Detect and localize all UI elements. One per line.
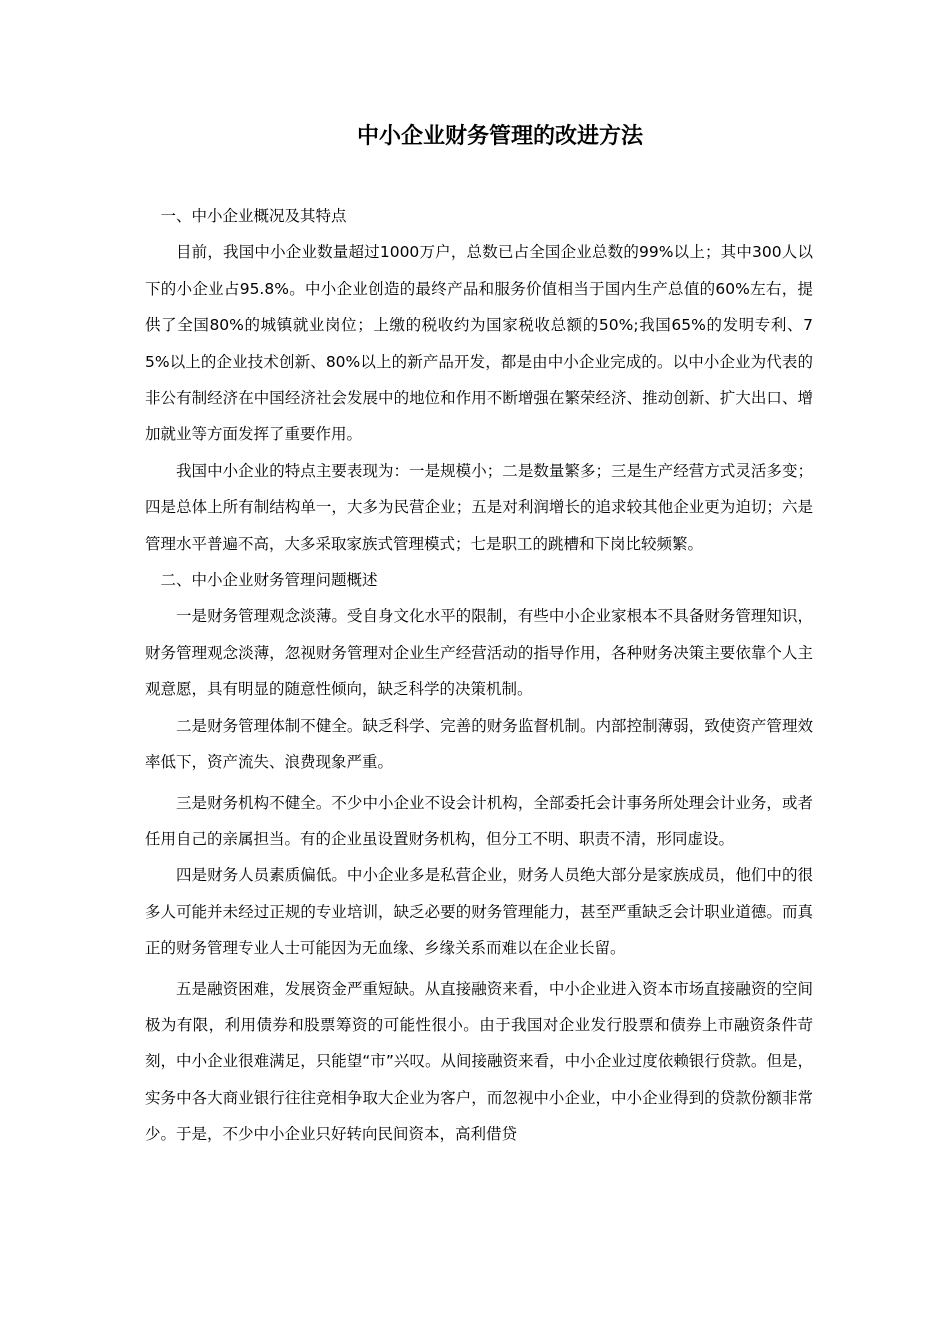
document-title: 中小企业财务管理的改进方法 <box>356 124 643 149</box>
section-heading: 二、中小企业财务管理问题概述 <box>160 571 378 590</box>
paragraph: 五是融资困难，发展资金严重短缺。从直接融资来看，中小企业进入资本市场直接融资的空间极为有限，利用债券和股票筹资的可能性很小。由于我国对企业发行股票和债券上市融资条件苛刻，中小企业很难满足，只能望“市”兴叹。从间接融资来看，中小企业过度依赖银行贷款。但是，实务中各大商业银行往往竞相争取大企业为客户，而忽视中小企业，中小企业得到的贷款份额非常少。于是，不少中小企业只好转向民间资本，高利借贷 <box>145 979 813 1144</box>
paragraph: 三是财务机构不健全。不少中小企业不设会计机构，全部委托会计事务所处理会计业务，或者任用自己的亲属担当。有的企业虽设置财务机构，但分工不明、职责不清，形同虚设。 <box>145 793 813 848</box>
paragraph: 四是财务人员素质偏低。中小企业多是私营企业，财务人员绝大部分是家族成员，他们中的很多人可能并未经过正规的专业培训，缺乏必要的财务管理能力，甚至严重缺乏会计职业道德。而真正的财务管理专业人士可能因为无血缘、乡缘关系而难以在企业长留。 <box>145 866 813 958</box>
paragraph: 一是财务管理观念淡薄。受自身文化水平的限制，有些中小企业家根本不具备财务管理知识，财务管理观念淡薄，忽视财务管理对企业生产经营活动的指导作用，各种财务决策主要依靠个人主观意愿，具有明显的随意性倾向，缺乏科学的决策机制。 <box>145 607 813 699</box>
document-body <box>145 198 813 1153</box>
section-heading: 一、中小企业概况及其特点 <box>160 207 347 225</box>
paragraph: 目前，我国中小企业数量超过1000万户，总数已占全国企业总数的99%以上；其中300人以下的小企业占95.8%。中小企业创造的最终产品和服务价值相当于国内生产总值的60%左右，提供了全国80%的城镇就业岗位；上缴的税收约为国家税收总额的50%;我国65%的发明专利、75%以上的企业技术创新、80%以上的新产品开发，都是由中小企业完成的。以中小企业为代表的非公有制经济在中国经济社会发展中的地位和作用不断增强在繁荣经济、推动创新、扩大出口、增加就业等方面发挥了重要作用。 <box>145 243 813 444</box>
paragraph: 二是财务管理体制不健全。缺乏科学、完善的财务监督机制。内部控制薄弱，致使资产管理效率低下，资产流失、浪费现象严重。 <box>145 716 813 772</box>
paragraph: 我国中小企业的特点主要表现为：一是规模小；二是数量繁多；三是生产经营方式灵活多变；四是总体上所有制结构单一，大多为民营企业；五是对利润增长的追求较其他企业更为迫切；六是管理水平普遍不高，大多采取家族式管理模式；七是职工的跳槽和下岗比较频繁。 <box>145 461 813 553</box>
